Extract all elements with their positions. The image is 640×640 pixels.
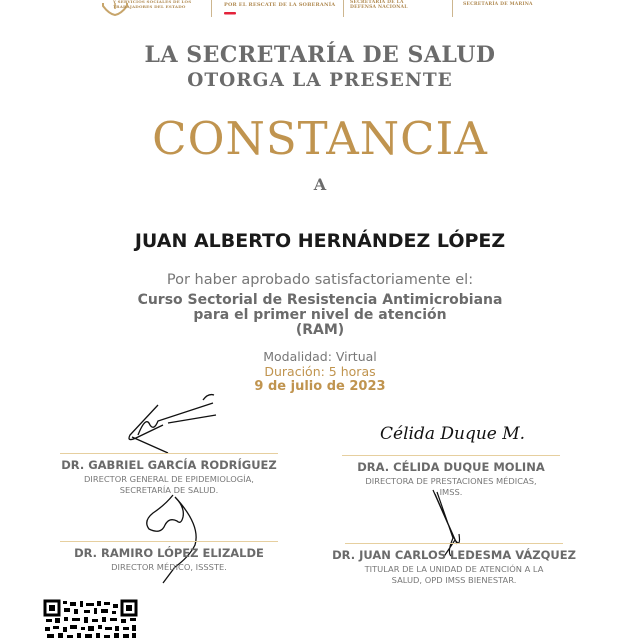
signature-line-2 xyxy=(342,455,560,456)
issste-text-line: Y SERVICIOS SOCIALES DE LOS xyxy=(113,0,192,4)
course-line-2: para el primer nivel de atención xyxy=(193,307,447,323)
signature-line-3 xyxy=(60,541,278,542)
signature-line-1 xyxy=(60,453,278,454)
signer-4-role xyxy=(320,564,588,586)
issste-text xyxy=(113,0,208,9)
signer-1-role-line: SECRETARÍA DE SALUD. xyxy=(119,485,219,495)
issuer-line-2: OTORGA LA PRESENTE xyxy=(187,70,453,91)
header-divider xyxy=(211,0,212,17)
course-line-3: (RAM) xyxy=(295,322,345,338)
signer-3-role-line: DIRECTOR MÉDICO, ISSSTE. xyxy=(111,562,227,572)
signer-3-name: DR. RAMIRO LÓPEZ ELIZALDE xyxy=(74,546,264,560)
issuer-line-1: LA SECRETARÍA DE SALUD xyxy=(144,42,496,68)
signature-line-4 xyxy=(345,543,563,544)
date-text: 9 de julio de 2023 xyxy=(254,379,386,394)
signer-4-name: DR. JUAN CARLOS LEDESMA VÁZQUEZ xyxy=(332,548,576,562)
pemex-tagline: POR EL RESCATE DE LA SOBERANÍA xyxy=(224,2,336,8)
sedena-text-line: DEFENSA NACIONAL xyxy=(350,5,408,10)
signer-3-role xyxy=(40,562,298,573)
signer-1-role xyxy=(40,474,298,496)
signer-4-role-line: TITULAR DE LA UNIDAD DE ATENCIÓN A LA xyxy=(364,564,544,574)
signer-1-role-line: DIRECTOR GENERAL DE EPIDEMIOLOGÍA, xyxy=(84,474,254,484)
duration-text: Duración: 5 horas xyxy=(264,364,376,379)
header-divider xyxy=(343,0,344,17)
signer-4-role-line: SALUD, OPD IMSS BIENESTAR. xyxy=(391,575,517,585)
to-label: A xyxy=(313,175,327,194)
signer-2-name: DRA. CÉLIDA DUQUE MOLINA xyxy=(357,460,545,474)
recipient-name: JUAN ALBERTO HERNÁNDEZ LÓPEZ xyxy=(134,230,506,252)
qr-code[interactable] xyxy=(44,600,138,640)
pemex-mark-icon xyxy=(224,12,238,15)
semar-text: SECRETARÍA DE MARINA xyxy=(463,2,533,7)
signer-1-name: DR. GABRIEL GARCÍA RODRÍGUEZ xyxy=(61,458,277,472)
signature-2-handwriting: Célida Duque M. xyxy=(380,424,526,444)
signer-2-role-line: DIRECTORA DE PRESTACIONES MÉDICAS, xyxy=(365,476,537,486)
sedena-text-line: SECRETARÍA DE LA xyxy=(350,0,404,5)
reason-text: Por haber aprobado satisfactoriamente el: xyxy=(166,272,474,288)
header-divider xyxy=(452,0,453,17)
course-line-1: Curso Sectorial de Resistencia Antimicrobiana xyxy=(137,292,503,308)
signer-2-role-line: IMSS. xyxy=(439,487,463,497)
certificate-title: CONSTANCIA xyxy=(152,112,488,165)
modality-text: Modalidad: Virtual xyxy=(263,349,377,364)
sedena-text xyxy=(350,0,408,10)
signature-1-scribble xyxy=(118,395,228,455)
issste-text-line: TRABAJADORES DEL ESTADO xyxy=(113,3,186,9)
